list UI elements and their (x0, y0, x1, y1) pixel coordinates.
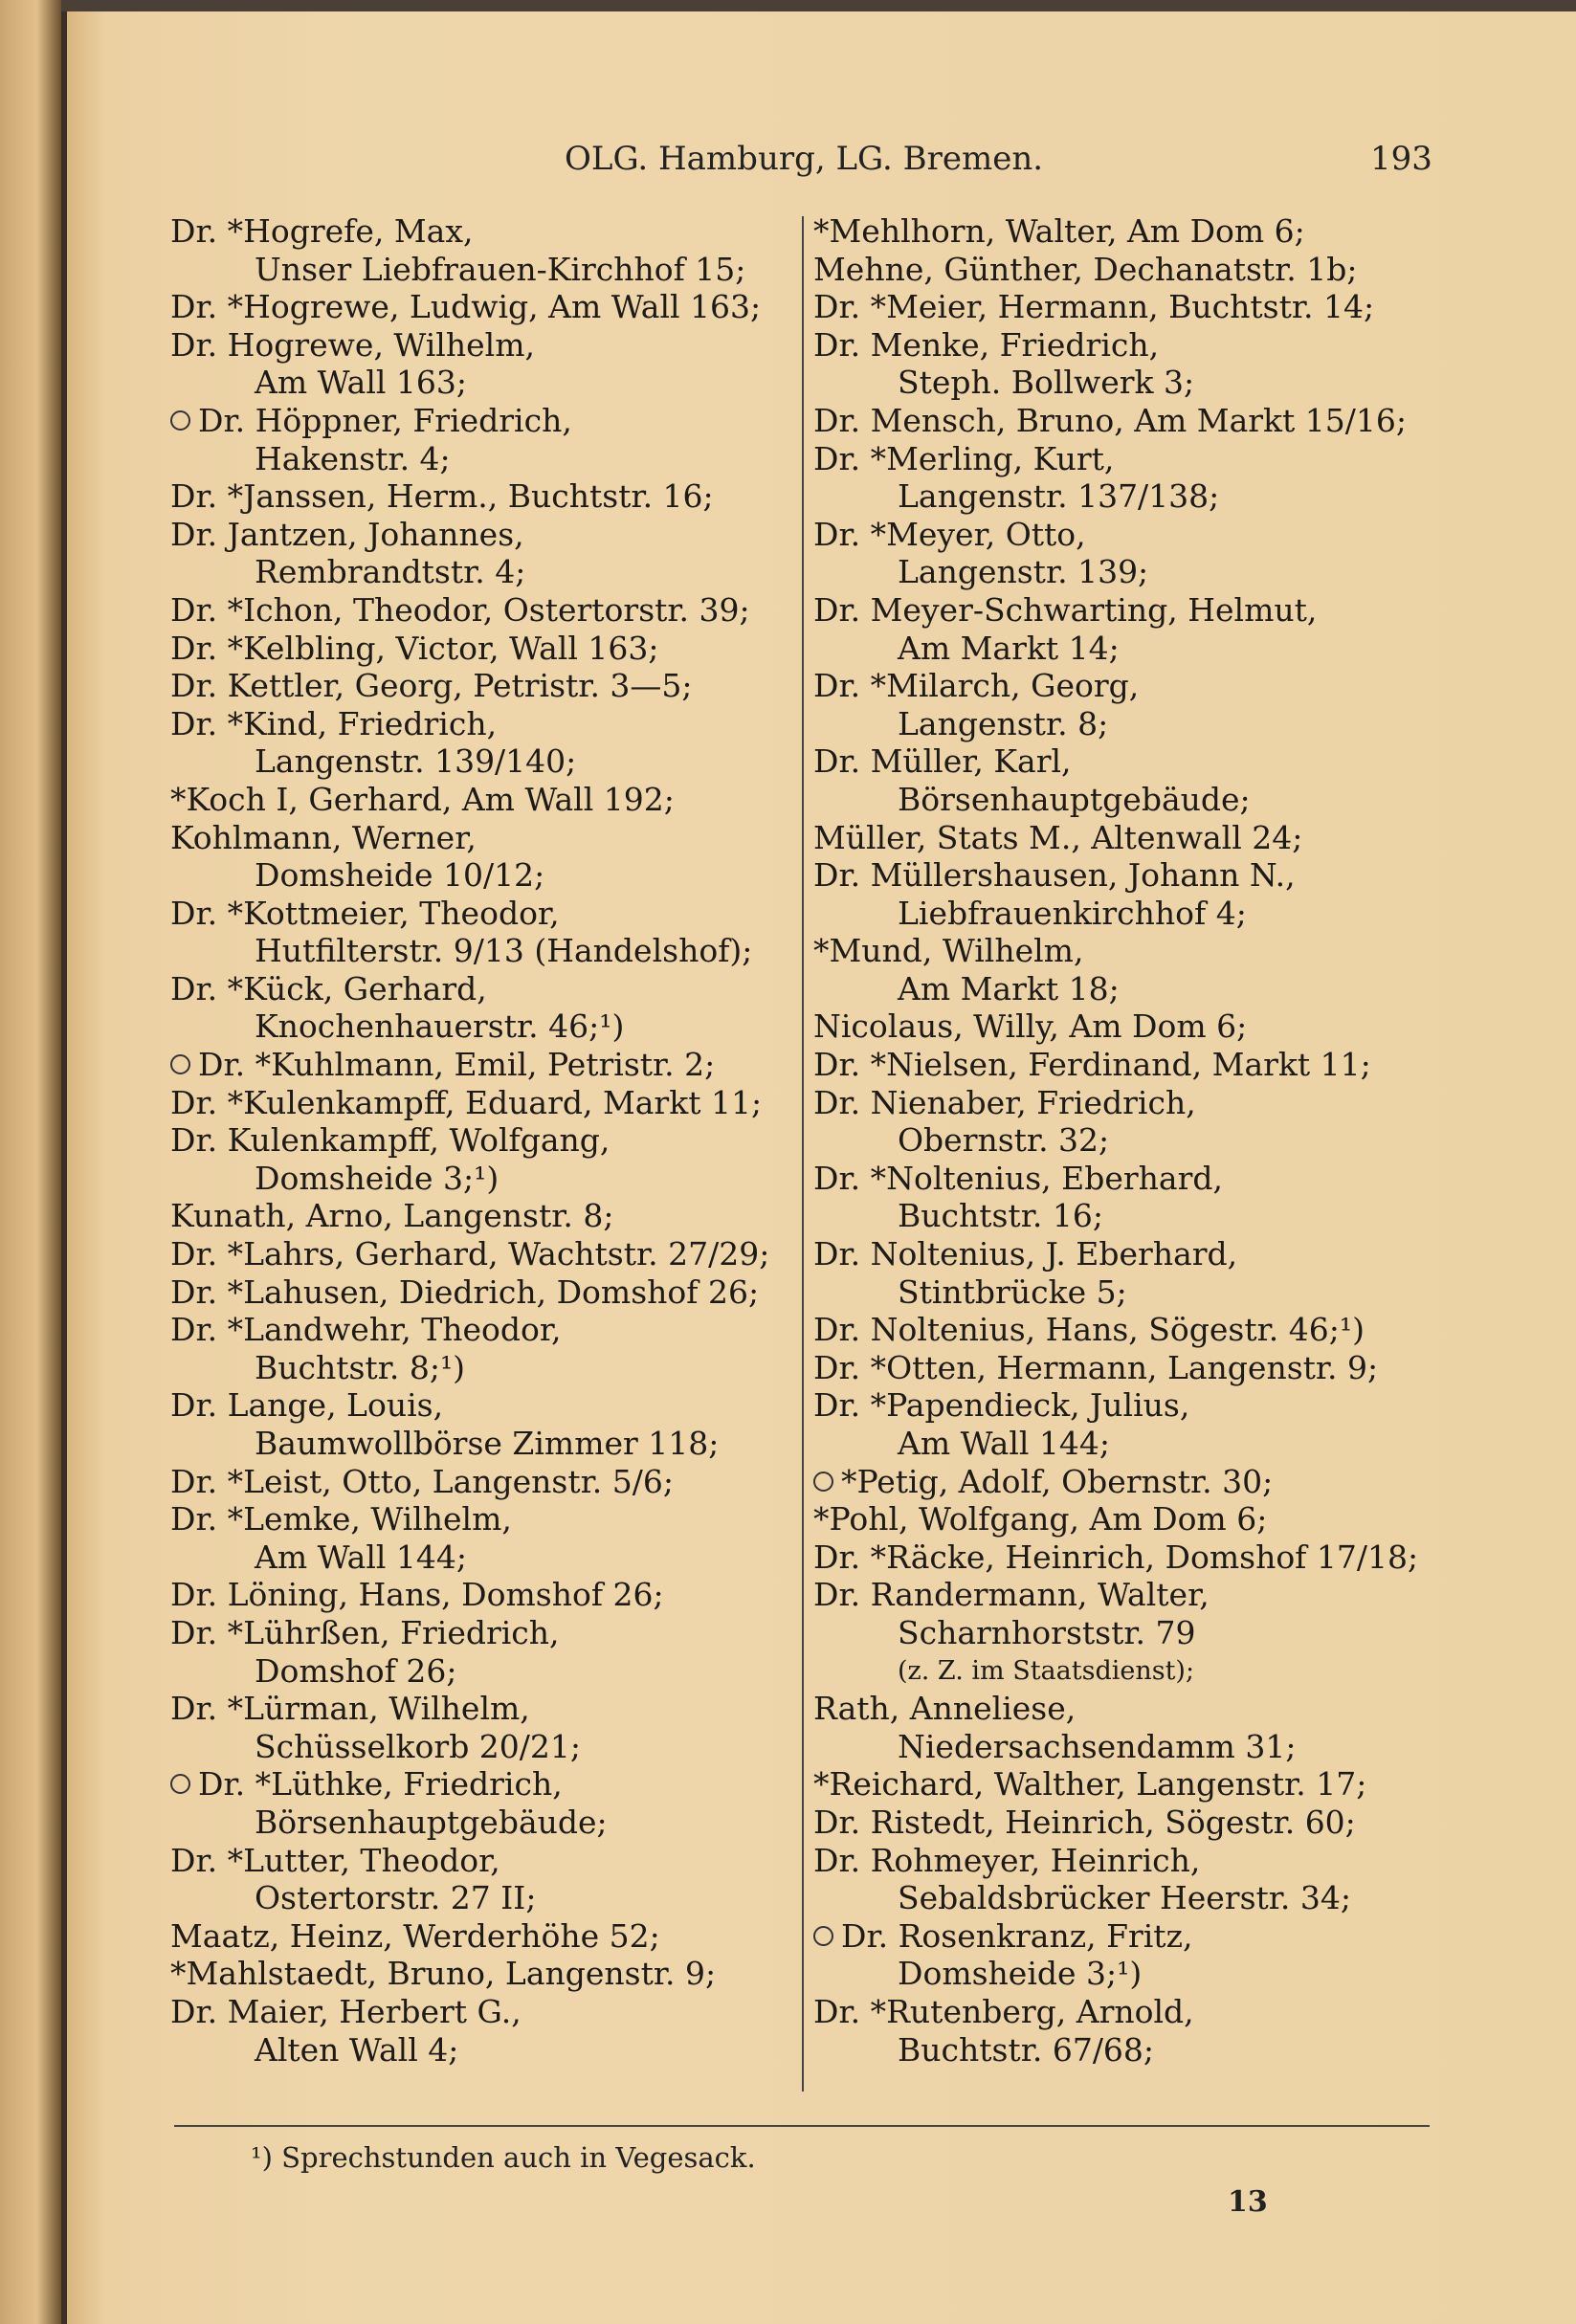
entry-text: Dr. Hogrewe, Wilhelm, (170, 325, 535, 364)
circle-marker-icon (170, 1774, 190, 1794)
entry-line (170, 667, 769, 705)
entry-line (813, 1235, 1418, 1273)
entry-text: Am Wall 144; (255, 1538, 468, 1576)
entry-text: Knochenhauerstr. 46;¹) (255, 1007, 625, 1046)
entry-text: Dr. Kettler, Georg, Petristr. 3—5; (170, 667, 693, 705)
entry-text: Dr. *Kuhlmann, Emil, Petristr. 2; (198, 1046, 716, 1084)
circle-marker-icon (813, 1926, 833, 1946)
entry-line (813, 440, 1418, 478)
entry-line (813, 856, 1418, 895)
entry-continuation-line (170, 1879, 769, 1917)
entry-text: Domsheide 10/12; (255, 856, 545, 895)
entry-text: Dr. *Lemke, Wilhelm, (170, 1500, 512, 1538)
entry-continuation-line (813, 781, 1418, 819)
entry-continuation-line (813, 630, 1418, 668)
entry-text: Dr. Ristedt, Heinrich, Sögestr. 60; (813, 1803, 1356, 1841)
entry-line (170, 326, 769, 365)
entry-text: Buchtstr. 8;¹) (255, 1348, 466, 1386)
entry-continuation-line (170, 364, 769, 402)
entry-line (170, 970, 769, 1008)
entry-continuation-line (813, 970, 1418, 1008)
entry-continuation-line (813, 1273, 1418, 1312)
entry-continuation-line (170, 1349, 769, 1387)
entry-text: Dr. Rohmeyer, Heinrich, (813, 1841, 1201, 1879)
entry-text: *Mund, Wilhelm, (813, 932, 1084, 970)
circle-marker-icon (170, 1054, 190, 1074)
entry-line (813, 1538, 1418, 1577)
entry-text: Maatz, Heinz, Werderhöhe 52; (170, 1916, 660, 1955)
entry-text: *Pohl, Wolfgang, Am Dom 6; (813, 1500, 1268, 1538)
entry-continuation-line (170, 440, 769, 478)
entry-line (813, 1046, 1418, 1084)
entry-text: Ostertorstr. 27 II; (255, 1879, 537, 1917)
entry-line (170, 212, 769, 251)
entry-line (170, 819, 769, 857)
entry-line (170, 1614, 769, 1652)
entry-text: Dr. *Lüthke, Friedrich, (198, 1765, 563, 1804)
entry-text: Dr. Maier, Herbert G., (170, 1992, 522, 2030)
entry-text: Buchtstr. 67/68; (898, 2030, 1155, 2069)
entry-text: *Reichard, Walther, Langenstr. 17; (813, 1765, 1367, 1804)
entry-continuation-line (813, 895, 1418, 933)
entry-text: Dr. *Lahusen, Diedrich, Domshof 26; (170, 1273, 760, 1311)
entry-text: Dr. *Hogrefe, Max, (170, 212, 474, 250)
entry-text: Am Wall 144; (898, 1425, 1111, 1462)
entry-line (170, 1463, 769, 1501)
entry-continuation-line (813, 553, 1418, 591)
entry-line (813, 1690, 1418, 1728)
entry-line (170, 1842, 769, 1880)
entry-line (170, 1955, 769, 1993)
entry-line (813, 402, 1418, 440)
entry-text: Dr. Müllershausen, Johann N., (813, 856, 1296, 895)
entry-text: Langenstr. 139; (898, 553, 1149, 591)
entry-continuation-line (170, 1652, 769, 1691)
page-number: 193 (1370, 140, 1432, 178)
entry-text: Dr. *Räcke, Heinrich, Domshof 17/18; (813, 1538, 1419, 1576)
entry-text: Domshof 26; (255, 1651, 457, 1690)
entry-continuation-line (813, 1425, 1418, 1463)
entry-text: Dr. Löning, Hans, Domshof 26; (170, 1576, 664, 1614)
entry-line (170, 591, 769, 630)
entry-text: Dr. *Lutter, Theodor, (170, 1841, 500, 1879)
entry-continuation-line (813, 1879, 1418, 1917)
entry-text: Dr. Noltenius, J. Eberhard, (813, 1235, 1238, 1273)
entry-continuation-line (813, 705, 1418, 743)
entry-text: (z. Z. im Staatsdienst); (898, 1655, 1195, 1686)
entry-text: Dr. *Lürman, Wilhelm, (170, 1690, 530, 1728)
entry-line (170, 402, 769, 440)
entry-line (813, 1349, 1418, 1387)
entry-text: Dr. Menke, Friedrich, (813, 325, 1160, 364)
entry-text: Dr. *Otten, Hermann, Langenstr. 9; (813, 1348, 1379, 1386)
entry-line (170, 288, 769, 326)
entry-continuation-line (813, 1614, 1418, 1652)
entry-continuation-line (813, 1197, 1418, 1235)
entry-text: Scharnhorststr. 79 (898, 1613, 1196, 1651)
entry-text: Dr. *Kulenkampff, Eduard, Markt 11; (170, 1083, 763, 1121)
entry-text: Dr. Noltenius, Hans, Sögestr. 46;¹) (813, 1311, 1365, 1349)
entry-text: Dr. Randermann, Walter, (813, 1576, 1210, 1614)
entry-text: Langenstr. 139/140; (255, 742, 577, 781)
entry-line (170, 1993, 769, 2031)
entry-text: Dr. *Kück, Gerhard, (170, 969, 487, 1007)
entry-text: Stintbrücke 5; (898, 1273, 1127, 1311)
entry-line (170, 895, 769, 933)
entry-line (170, 705, 769, 743)
entry-text: Kunath, Arno, Langenstr. 8; (170, 1197, 614, 1235)
entry-text: Dr. *Papendieck, Julius, (813, 1386, 1190, 1425)
entry-text: Langenstr. 8; (898, 704, 1109, 742)
entry-line (170, 516, 769, 554)
entry-text: Baumwollbörse Zimmer 118; (255, 1425, 720, 1462)
entry-continuation-line (170, 251, 769, 289)
footnote: ¹) Sprechstunden auch in Vegesack. (251, 2141, 756, 2174)
entry-continuation-line (170, 1425, 769, 1463)
entry-line (813, 667, 1418, 705)
entry-text: Dr. Rosenkranz, Fritz, (841, 1916, 1193, 1955)
entry-line (813, 1007, 1418, 1046)
entry-line (813, 1500, 1418, 1538)
entry-text: Langenstr. 137/138; (898, 477, 1220, 516)
entry-text: Unser Liebfrauen-Kirchhof 15; (255, 250, 746, 288)
entry-text: Dr. *Hogrewe, Ludwig, Am Wall 163; (170, 288, 762, 326)
entry-continuation-line (170, 1538, 769, 1577)
column-divider (802, 216, 804, 2092)
entry-text: Domsheide 3;¹) (255, 1159, 499, 1197)
entry-line (170, 781, 769, 819)
entry-continuation-line (170, 2031, 769, 2069)
entry-text: Dr. *Ichon, Theodor, Ostertorstr. 39; (170, 590, 750, 629)
entry-text: Dr. *Nielsen, Ferdinand, Markt 11; (813, 1046, 1371, 1084)
entry-text: Dr. Jantzen, Johannes, (170, 515, 524, 553)
entry-text: Dr. *Meyer, Otto, (813, 515, 1086, 553)
entry-text: Obernstr. 32; (898, 1121, 1110, 1160)
entry-continuation-line (170, 1728, 769, 1766)
entry-continuation-line (813, 364, 1418, 402)
entry-text: Dr. *Kelbling, Victor, Wall 163; (170, 629, 659, 667)
entry-text: Liebfrauenkirchhof 4; (898, 894, 1247, 932)
entry-text: Dr. *Kottmeier, Theodor, (170, 894, 560, 932)
entry-line (170, 1235, 769, 1273)
entry-text: Hakenstr. 4; (255, 439, 451, 477)
entry-line (813, 1765, 1418, 1804)
entry-text: Dr. Lange, Louis, (170, 1386, 444, 1425)
entry-text: Steph. Bollwerk 3; (898, 364, 1195, 402)
entry-text: Domsheide 3;¹) (898, 1955, 1143, 1993)
entry-line (813, 251, 1418, 289)
signature-mark: 13 (1228, 2185, 1268, 2219)
entry-line (170, 1273, 769, 1312)
entry-text: Dr. *Meier, Hermann, Buchtstr. 14; (813, 288, 1375, 326)
entry-text: *Petig, Adolf, Obernstr. 30; (841, 1462, 1274, 1500)
entry-line (170, 1084, 769, 1122)
entry-text: Dr. *Lahrs, Gerhard, Wachtstr. 27/29; (170, 1235, 770, 1273)
entry-text: Mehne, Günther, Dechanatstr. 1b; (813, 250, 1358, 288)
entry-text: Rembrandtstr. 4; (255, 553, 526, 591)
entry-text: Dr. *Leist, Otto, Langenstr. 5/6; (170, 1462, 674, 1500)
entry-line (170, 1046, 769, 1084)
entry-continuation-line (813, 2031, 1418, 2069)
entry-continuation-line (813, 1121, 1418, 1160)
scan-top-edge (0, 0, 1576, 11)
entry-line (170, 1197, 769, 1235)
entry-text: Schüsselkorb 20/21; (255, 1727, 582, 1765)
entry-line (170, 1386, 769, 1425)
running-header: OLG. Hamburg, LG. Bremen. (565, 140, 1044, 178)
entry-text: Am Markt 14; (898, 629, 1120, 667)
entry-line (813, 1576, 1418, 1614)
entry-continuation-line (170, 742, 769, 781)
entry-continuation-line (170, 856, 769, 895)
circle-marker-icon (170, 410, 190, 431)
entry-text: *Koch I, Gerhard, Am Wall 192; (170, 780, 675, 818)
entry-text: *Mehlhorn, Walter, Am Dom 6; (813, 212, 1305, 250)
entry-line (170, 630, 769, 668)
entry-continuation-line (170, 1007, 769, 1046)
entry-text: Alten Wall 4; (255, 2030, 459, 2069)
entry-line (170, 1576, 769, 1614)
previous-page-edge (0, 0, 61, 2324)
entry-line (813, 1160, 1418, 1198)
entry-line (813, 1386, 1418, 1425)
footnote-rule (174, 2125, 1430, 2127)
entry-line (170, 1917, 769, 1956)
entry-text: Am Wall 163; (255, 364, 468, 402)
entry-text: Niedersachsendamm 31; (898, 1727, 1297, 1765)
entry-text: Börsenhauptgebäude; (898, 780, 1251, 818)
entry-text: Buchtstr. 16; (898, 1197, 1103, 1235)
right-column (813, 212, 1418, 2069)
entry-continuation-line (813, 1728, 1418, 1766)
entry-line (813, 1311, 1418, 1349)
entry-text: Dr. *Janssen, Herm., Buchtstr. 16; (170, 477, 714, 516)
entry-line (813, 516, 1418, 554)
entry-continuation-line (170, 1160, 769, 1198)
entry-continuation-line (170, 932, 769, 970)
entry-text: Dr. *Merling, Kurt, (813, 439, 1115, 477)
entry-continuation-line (813, 1955, 1418, 1993)
entry-text: *Mahlstaedt, Bruno, Langenstr. 9; (170, 1955, 717, 1993)
entry-text: Kohlmann, Werner, (170, 818, 477, 856)
entry-line (170, 1121, 769, 1160)
entry-line (813, 1084, 1418, 1122)
entry-line (813, 1804, 1418, 1842)
entry-text: Dr. Mensch, Bruno, Am Markt 15/16; (813, 401, 1408, 439)
entry-line (813, 1842, 1418, 1880)
entry-line (170, 1500, 769, 1538)
entry-line (813, 819, 1418, 857)
entry-line (170, 1690, 769, 1728)
entry-text: Nicolaus, Willy, Am Dom 6; (813, 1007, 1248, 1046)
entry-line (170, 1311, 769, 1349)
entry-text: Dr. *Milarch, Georg, (813, 667, 1140, 705)
entry-text: Dr. Nienaber, Friedrich, (813, 1083, 1196, 1121)
entry-text: Dr. *Noltenius, Eberhard, (813, 1159, 1223, 1197)
entry-line (813, 288, 1418, 326)
entry-line (813, 932, 1418, 970)
entry-text: Börsenhauptgebäude; (255, 1803, 608, 1841)
entry-text: Am Markt 18; (898, 969, 1120, 1007)
entry-text: Dr. Höppner, Friedrich, (198, 401, 572, 439)
entry-line (813, 1463, 1418, 1501)
entry-text: Rath, Anneliese, (813, 1690, 1077, 1728)
entry-text: Hutfilterstr. 9/13 (Handelshof); (255, 932, 753, 970)
entry-text: Dr. *Lührßen, Friedrich, (170, 1613, 560, 1651)
entry-continuation-line (813, 477, 1418, 516)
entry-line (813, 1917, 1418, 1956)
entry-text: Sebaldsbrücker Heerstr. 34; (898, 1879, 1352, 1917)
entry-continuation-line (170, 1804, 769, 1842)
entry-line (813, 1993, 1418, 2031)
entry-text: Dr. Meyer-Schwarting, Helmut, (813, 590, 1318, 629)
circle-marker-icon (813, 1472, 833, 1492)
entry-line (170, 1765, 769, 1804)
entry-continuation-line (813, 1652, 1418, 1691)
entry-continuation-line (170, 553, 769, 591)
entry-line (813, 326, 1418, 365)
entry-text: Müller, Stats M., Altenwall 24; (813, 818, 1303, 856)
entry-text: Dr. *Kind, Friedrich, (170, 704, 498, 742)
left-column (170, 212, 769, 2069)
entry-text: Dr. Müller, Karl, (813, 742, 1072, 781)
entry-line (813, 591, 1418, 630)
entry-text: Dr. *Landwehr, Theodor, (170, 1311, 562, 1349)
entry-line (813, 212, 1418, 251)
entry-line (813, 742, 1418, 781)
entry-line (170, 477, 769, 516)
entry-text: Dr. *Rutenberg, Arnold, (813, 1992, 1194, 2030)
entry-text: Dr. Kulenkampff, Wolfgang, (170, 1121, 610, 1160)
